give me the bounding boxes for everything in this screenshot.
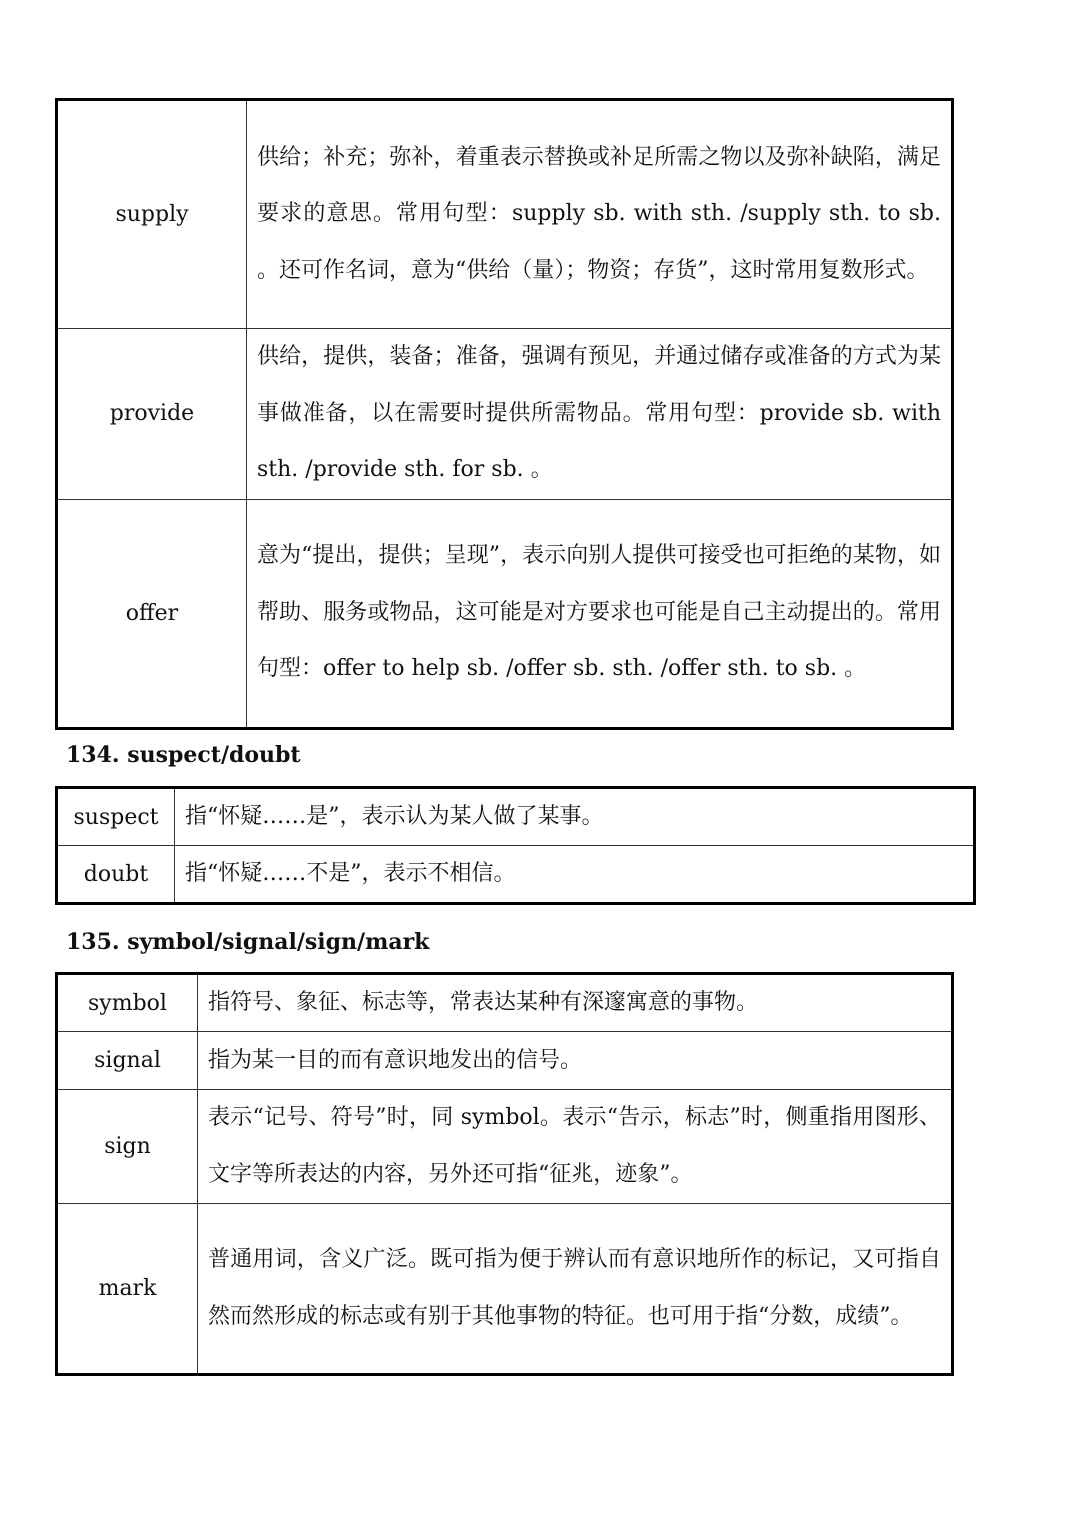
definition-cell: 普通用词，含义广泛。既可指为便于辨认而有意识地所作的标记，又可指自然而然形成的标志或有别于其他事物的特征。也可用于指“分数，成绩”。 [198, 1204, 953, 1375]
table-row [57, 1090, 953, 1204]
definition-cell: 指为某一目的而有意识地发出的信号。 [198, 1032, 953, 1090]
table-row [57, 974, 953, 1032]
definition-cell: 表示“记号、符号”时，同 symbol。表示“告示，标志”时，侧重指用图形、文字等所表达的内容，另外还可指“征兆，迹象”。 [198, 1090, 953, 1204]
term-cell: offer [57, 499, 247, 728]
term-cell: suspect [57, 788, 175, 846]
section-heading-134: 134. suspect/doubt [66, 742, 301, 768]
table-row [57, 1204, 953, 1375]
definition-cell: 供给；补充；弥补，着重表示替换或补足所需之物以及弥补缺陷，满足要求的意思。常用句型：supply sb. with sth. /supply sth. to sb. 。还可作名词，意为“供给（量）；物资；存货”，这时常用复数形式。 [247, 100, 953, 329]
definition-cell: 意为“提出，提供；呈现”，表示向别人提供可接受也可拒绝的某物，如帮助、服务或物品，这可能是对方要求也可能是自己主动提出的。常用句型：offer to help sb. /offer sb. sth. /offer sth. to sb. 。 [247, 499, 953, 728]
term-cell: sign [57, 1090, 198, 1204]
section-heading-135: 135. symbol/signal/sign/mark [66, 929, 430, 955]
word-comparison-table-supply-provide-offer [55, 98, 954, 730]
table-row [57, 846, 975, 904]
term-cell: provide [57, 329, 247, 500]
term-cell: doubt [57, 846, 175, 904]
term-cell: signal [57, 1032, 198, 1090]
table-row [57, 788, 975, 846]
term-cell: supply [57, 100, 247, 329]
term-cell: mark [57, 1204, 198, 1375]
table-row [57, 1032, 953, 1090]
definition-cell: 指“怀疑……不是”，表示不相信。 [175, 846, 975, 904]
definition-cell: 供给，提供，装备；准备，强调有预见，并通过储存或准备的方式为某事做准备，以在需要时提供所需物品。常用句型：provide sb. with sth. /provide sth. for sb. 。 [247, 329, 953, 500]
term-cell: symbol [57, 974, 198, 1032]
word-comparison-table-symbol-signal-sign-mark [55, 972, 954, 1376]
table-row [57, 499, 953, 728]
word-comparison-table-suspect-doubt [55, 786, 976, 905]
definition-cell: 指符号、象征、标志等，常表达某种有深邃寓意的事物。 [198, 974, 953, 1032]
definition-cell: 指“怀疑……是”，表示认为某人做了某事。 [175, 788, 975, 846]
table-row [57, 329, 953, 500]
table-row [57, 100, 953, 329]
